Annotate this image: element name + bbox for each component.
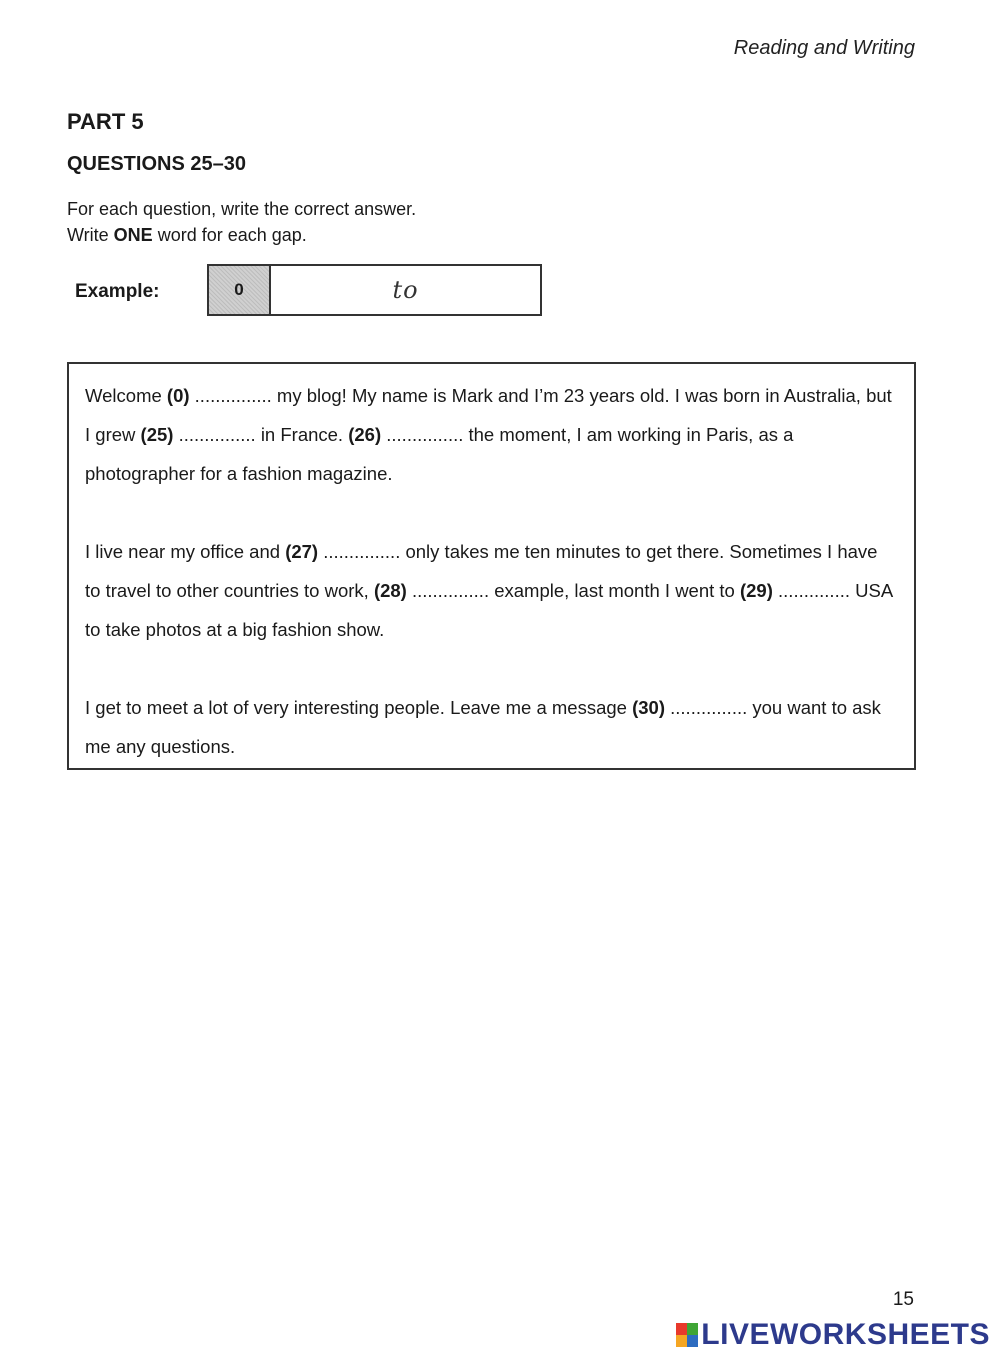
logo-tile — [676, 1335, 687, 1347]
text: ............... my blog! My name is Mark and I’m 23 years old. I was born in Australia, but I grew — [85, 385, 892, 445]
blog-paragraph-2 — [85, 532, 898, 649]
part-title: PART 5 — [67, 109, 144, 134]
blog-paragraph-1 — [85, 376, 898, 493]
example-number: 0 — [209, 266, 271, 314]
example-box — [207, 264, 542, 316]
instruction-text: word for each gap. — [152, 225, 307, 245]
text: I get to meet a lot of very interesting people. Leave me a message — [85, 697, 633, 718]
gap-0-label: (0) — [166, 385, 190, 406]
text: .............. USA to take photos at a big fashion show. — [85, 580, 893, 640]
gap-29-label: (29) — [739, 580, 773, 601]
gap-26-label: (26) — [348, 424, 382, 445]
gap-25-label: (25) — [140, 424, 174, 445]
text: Welcome — [85, 385, 167, 406]
example-label: Example: — [75, 281, 160, 302]
gap-27-label: (27) — [285, 541, 319, 562]
logo-tile — [687, 1323, 698, 1335]
instruction-line-2 — [67, 222, 416, 248]
instruction-line-1: For each question, write the correct answer. — [67, 199, 417, 219]
instruction-emphasis: ONE — [113, 225, 153, 245]
logo-icon — [676, 1323, 698, 1347]
questions-title: QUESTIONS 25–30 — [67, 153, 246, 175]
text: ............... in France. — [173, 424, 349, 445]
section-heading: Reading and Writing — [733, 37, 915, 59]
blog-text-box — [67, 362, 916, 770]
logo-tile — [687, 1335, 698, 1347]
text: ............... the moment, I am working in Paris, as a photographer for a fashion magazine. — [85, 424, 794, 484]
blog-paragraph-3 — [85, 688, 898, 766]
logo-text: LIVEWORKSHEETS — [701, 1318, 990, 1351]
logo-tile — [676, 1323, 687, 1335]
instructions — [67, 196, 416, 248]
text: ............... only takes me ten minutes to get there. Sometimes I have to travel to other countries to work, — [85, 541, 878, 601]
text: ............... example, last month I went to — [406, 580, 740, 601]
gap-28-label: (28) — [373, 580, 407, 601]
instruction-text: Write — [67, 225, 114, 245]
text: I live near my office and — [85, 541, 286, 562]
example-answer: to — [392, 276, 419, 304]
liveworksheets-logo — [676, 1318, 990, 1352]
text: ............... you want to ask me any questions. — [85, 697, 881, 757]
gap-30-label: (30) — [632, 697, 665, 718]
page-number: 15 — [892, 1289, 914, 1310]
